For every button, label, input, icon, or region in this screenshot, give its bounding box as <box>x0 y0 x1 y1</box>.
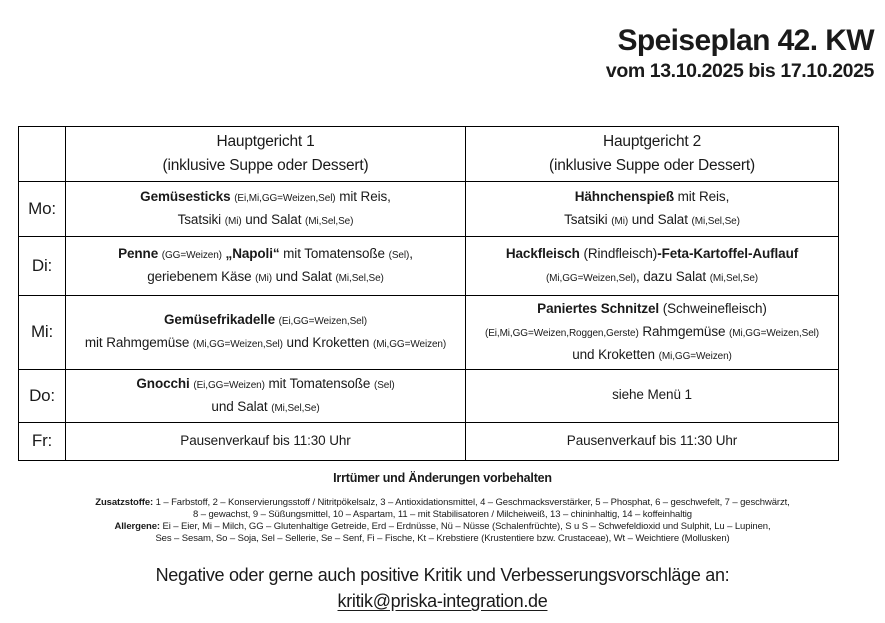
emphasized-text: Hähnchenspieß <box>574 189 674 205</box>
text-segment: (Schweinefleisch) <box>659 301 767 316</box>
allergen-code: (Mi,Sel,Se) <box>335 273 384 284</box>
table-row-monday <box>19 182 839 237</box>
header-cell-menu2 <box>466 127 839 182</box>
text-segment: mit Tomatensoße <box>279 246 389 262</box>
contact-line: Negative oder gerne auch positive Kritik und Verbesserungsvorschläge an: <box>155 565 730 585</box>
text-line <box>72 373 459 396</box>
text-segment: Pausenverkauf bis 11:30 Uhr <box>180 432 351 448</box>
text-segment: (Rindfleisch) <box>579 246 658 262</box>
cell-monday-menu2 <box>466 182 839 237</box>
emphasized-text: Allergene: <box>114 521 160 532</box>
text-line <box>72 266 459 289</box>
text-line <box>472 266 832 289</box>
text-segment: Ses – Sesam, So – Soja, Sel – Sellerie, Se – Senf, Fi – Fische, Kt – Krebstiere (Krustentiere bzw. Crustaceae), Wt – Weichtiere (Mollusken) <box>155 533 730 544</box>
text-line <box>472 209 832 232</box>
cell-wednesday-menu2 <box>466 296 839 370</box>
text-segment: Pausenverkauf bis 11:30 Uhr <box>566 432 738 448</box>
emphasized-text: Gemüsefrikadelle <box>164 312 275 328</box>
allergen-code: (Sel) <box>388 250 410 262</box>
cell-wednesday-menu1 <box>66 296 466 370</box>
page-title: Speiseplan 42. KW <box>617 24 874 57</box>
text-segment: Ei – Eier, Mi – Milch, GG – Glutenhaltige Getreide, Erd – Erdnüsse, Nü – Nüsse (Schalenfrüchte), S u S – Schwefeldioxid und Sulphit, Lu – Lupinen, <box>159 521 771 532</box>
text-line <box>472 243 832 266</box>
text-line <box>72 396 459 419</box>
day-label-tuesday: Di: <box>19 237 66 296</box>
text-line <box>0 509 885 521</box>
allergen-code: (Mi,Sel,Se) <box>709 273 759 284</box>
text-segment: 1 – Farbstoff, 2 – Konservierungsstoff / Nitritpökelsalz, 3 – Antioxidationsmittel, 4 – Geschmacksverstärker, 5 – Phosphat, 6 – geschwefelt, 7 – geschwärzt, <box>153 497 790 508</box>
text-line <box>0 521 885 533</box>
allergen-code: (Mi) <box>611 216 629 227</box>
text-line <box>72 430 459 453</box>
emphasized-text: Gnocchi <box>136 375 190 391</box>
text-segment: mit Tomatensoße <box>264 375 374 391</box>
allergen-code: (GG=Weizen) <box>161 250 222 262</box>
text-line <box>72 243 459 266</box>
table-row-thursday <box>19 369 839 422</box>
text-line <box>472 298 832 321</box>
cell-friday-menu2 <box>466 422 839 460</box>
text-segment: mit Rahmgemüse <box>84 335 193 351</box>
emphasized-text: „Napoli“ <box>225 246 280 262</box>
allergen-code: (Mi,Sel,Se) <box>271 402 320 414</box>
cell-thursday-menu1 <box>66 369 466 422</box>
header-menu1-line1: Hauptgericht 1 <box>216 132 315 150</box>
table-row-friday <box>19 422 839 460</box>
text-line <box>472 321 832 344</box>
header-menu2-line2: (inklusive Suppe oder Dessert) <box>549 157 755 174</box>
text-segment: geriebenem Käse <box>147 269 256 284</box>
allergen-code: (Mi,GG=Weizen,Sel) <box>192 339 283 351</box>
text-segment: , <box>409 246 413 262</box>
allergen-code: (Ei,Mi,GG=Weizen,Roggen,Gerste) <box>484 327 639 339</box>
day-label-thursday: Do: <box>19 369 66 422</box>
cell-thursday-menu2 <box>466 369 839 422</box>
header-cell-menu1 <box>66 127 466 182</box>
cell-friday-menu1 <box>66 422 466 460</box>
title-block <box>606 24 874 83</box>
table-row-tuesday <box>19 237 839 296</box>
emphasized-text: Hackfleisch <box>505 246 580 262</box>
allergen-code: (Mi,Sel,Se) <box>691 216 740 227</box>
text-segment: Rahmgemüse <box>638 323 730 339</box>
allergen-code: (Mi) <box>255 273 272 284</box>
text-line <box>472 384 832 407</box>
allergen-code: (Ei,Mi,GG=Weizen,Sel) <box>234 193 336 205</box>
table-header-row <box>19 127 839 182</box>
text-segment: , dazu Salat <box>635 269 710 284</box>
text-line <box>472 430 832 453</box>
text-segment: mit Reis, <box>673 189 730 205</box>
disclaimer-notice: Irrtümer und Änderungen vorbehalten <box>333 471 552 485</box>
cell-monday-menu1 <box>66 182 466 237</box>
contact-email-link[interactable]: kritik@priska-integration.de <box>337 591 548 611</box>
allergen-code: (Mi,Sel,Se) <box>305 216 354 227</box>
text-segment: siehe Menü 1 <box>612 387 692 403</box>
text-line <box>0 497 885 509</box>
emphasized-text: Zusatzstoffe: <box>95 497 154 508</box>
text-segment: Tsatsiki <box>564 212 612 227</box>
emphasized-text: Paniertes Schnitzel <box>537 301 660 316</box>
allergen-code: (Sel) <box>373 379 395 391</box>
allergen-code: (Mi,GG=Weizen) <box>658 350 732 362</box>
text-line <box>72 332 459 355</box>
text-segment: und Salat <box>271 269 336 284</box>
text-line <box>72 209 459 232</box>
cell-tuesday-menu2 <box>466 237 839 296</box>
text-segment: Tsatsiki <box>177 212 225 227</box>
emphasized-text: Penne <box>118 246 159 262</box>
text-segment: und Salat <box>241 212 305 227</box>
contact-block <box>0 562 885 614</box>
text-line <box>472 186 832 209</box>
cell-tuesday-menu1 <box>66 237 466 296</box>
emphasized-text: Gemüsesticks <box>140 189 231 205</box>
day-label-monday: Mo: <box>19 182 66 237</box>
emphasized-text: -Feta-Kartoffel-Auflauf <box>657 246 799 262</box>
allergen-code: (Mi,GG=Weizen,Sel) <box>729 327 820 339</box>
text-line <box>72 186 459 209</box>
text-segment: mit Reis, <box>335 189 391 205</box>
text-line <box>472 344 832 367</box>
allergen-code: (Ei,GG=Weizen,Sel) <box>278 316 367 328</box>
header-menu2-line1: Hauptgericht 2 <box>602 132 701 150</box>
header-menu1-line2: (inklusive Suppe oder Dessert) <box>162 157 369 174</box>
text-segment: und Kroketten <box>282 335 373 351</box>
page-subtitle: vom 13.10.2025 bis 17.10.2025 <box>605 60 874 82</box>
text-segment: und Kroketten <box>572 346 659 362</box>
text-segment: und Salat <box>211 398 272 414</box>
text-line <box>72 309 459 332</box>
text-segment: und Salat <box>628 212 692 227</box>
day-label-wednesday: Mi: <box>19 296 66 370</box>
corner-cell <box>19 127 66 182</box>
meal-plan-table <box>18 126 839 461</box>
allergen-code: (Mi,GG=Weizen) <box>372 339 447 351</box>
allergen-code: (Ei,GG=Weizen) <box>193 379 265 391</box>
day-label-friday: Fr: <box>19 422 66 460</box>
allergen-code: (Mi,GG=Weizen,Sel) <box>545 273 636 284</box>
table-row-wednesday <box>19 296 839 370</box>
text-line <box>0 533 885 545</box>
additives-allergens-legend <box>0 497 885 545</box>
text-segment: 8 – gewachst, 9 – Süßungsmittel, 10 – Aspartam, 11 – mit Stabilisatoren / Milcheiweiß, 13 – chininhaltig, 14 – koffeinhaltig <box>193 509 692 520</box>
allergen-code: (Mi) <box>224 216 242 227</box>
